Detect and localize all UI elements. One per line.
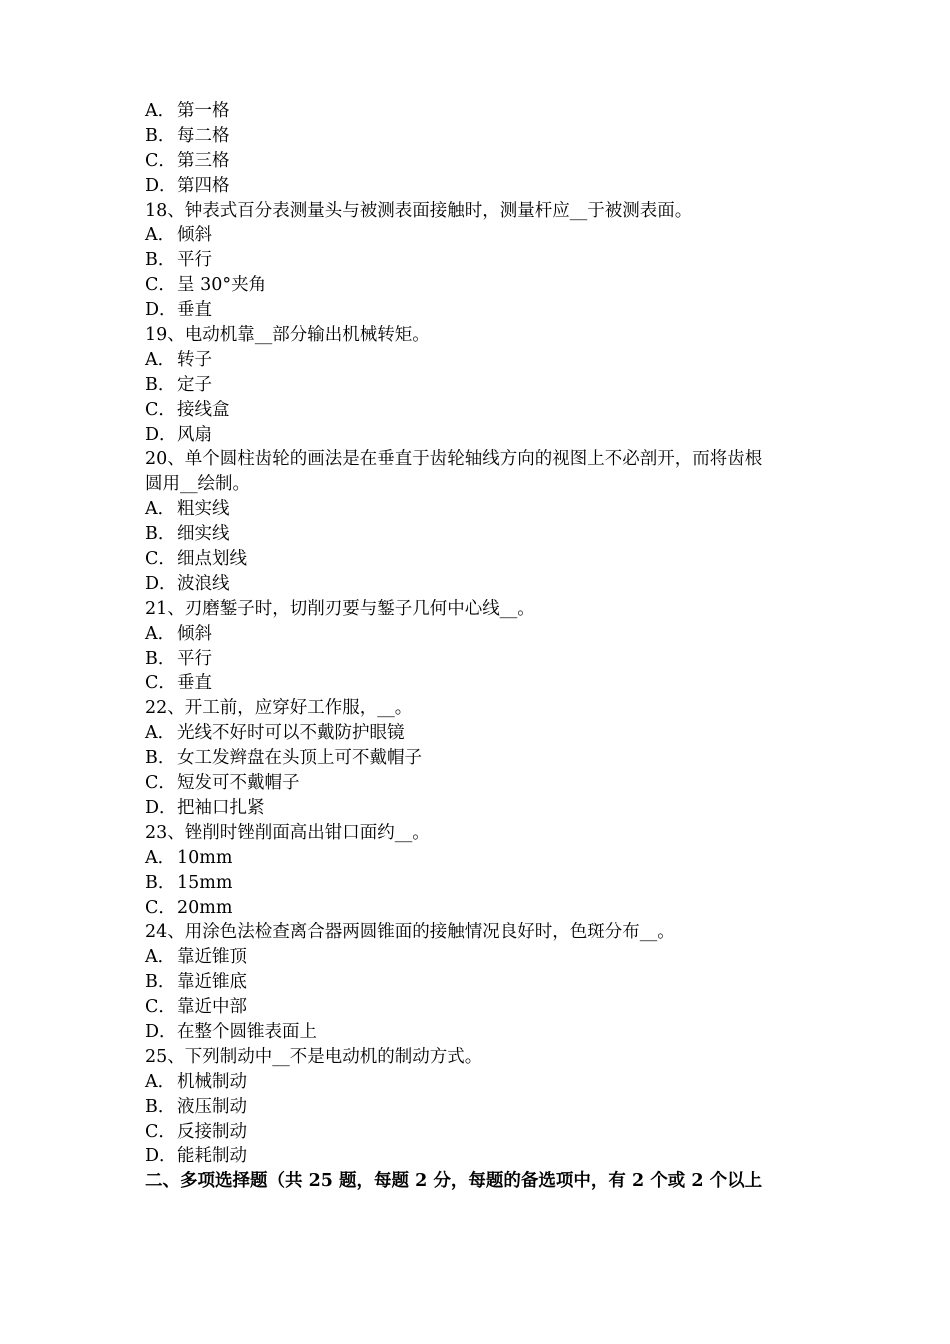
answer-option: [145, 871, 825, 896]
option-text: 在整个圆锥表面上: [177, 1021, 317, 1042]
answer-option: [145, 1070, 825, 1095]
answer-option: [145, 373, 825, 398]
option-key: A．: [145, 723, 176, 744]
option-text: 靠近中部: [177, 997, 247, 1018]
option-text: 细点划线: [177, 549, 247, 570]
option-text: 能耗制动: [177, 1146, 247, 1167]
answer-option: [145, 273, 825, 298]
option-text: 靠近锥顶: [177, 947, 247, 968]
option-key: C．: [145, 150, 176, 171]
option-key: C．: [145, 673, 176, 694]
answer-option: [145, 896, 825, 921]
answer-option: [145, 497, 825, 522]
answer-option: [145, 995, 825, 1020]
option-key: D．: [145, 1146, 177, 1167]
option-key: C．: [145, 997, 176, 1018]
option-key: A．: [145, 847, 176, 868]
option-text: 细实线: [177, 524, 230, 545]
option-text: 20mm: [177, 897, 233, 918]
answer-option: [145, 248, 825, 273]
option-key: A．: [145, 225, 176, 246]
answer-option: [145, 1095, 825, 1120]
option-text: 10mm: [177, 847, 233, 868]
option-text: 呈 30°夹角: [177, 275, 267, 296]
answer-option: [145, 522, 825, 547]
option-key: A．: [145, 947, 176, 968]
answer-option: [145, 99, 825, 124]
option-key: B．: [145, 648, 176, 669]
option-key: B．: [145, 872, 176, 893]
option-text: 第三格: [177, 150, 230, 171]
option-text: 粗实线: [177, 499, 230, 520]
question-stem: 20、单个圆柱齿轮的画法是在垂直于齿轮轴线方向的视图上不必剖开，而将齿根: [145, 449, 763, 470]
answer-option: [145, 796, 825, 821]
answer-option: [145, 547, 825, 572]
option-key: D．: [145, 797, 177, 818]
option-text: 定子: [177, 374, 212, 395]
option-text: 光线不好时可以不戴防护眼镜: [177, 723, 405, 744]
answer-option: [145, 174, 825, 199]
option-text: 液压制动: [177, 1096, 247, 1117]
question-stem: 圆用__绘制。: [145, 474, 250, 495]
option-key: C．: [145, 897, 176, 918]
option-key: B．: [145, 250, 176, 271]
question-stem: 21、刃磨錾子时，切削刃要与錾子几何中心线__。: [145, 598, 535, 619]
option-key: C．: [145, 549, 176, 570]
option-key: C．: [145, 275, 176, 296]
option-key: A．: [145, 1071, 176, 1092]
option-key: A．: [145, 623, 176, 644]
answer-option: [145, 298, 825, 323]
option-key: D．: [145, 1021, 177, 1042]
answer-option: [145, 572, 825, 597]
option-text: 机械制动: [177, 1071, 247, 1092]
option-key: B．: [145, 125, 176, 146]
option-key: D．: [145, 424, 177, 445]
answer-option: [145, 423, 825, 448]
option-text: 平行: [177, 250, 212, 271]
section-heading: 二、多项选择题（共 25 题，每题 2 分，每题的备选项中，有 2 个或 2 个以上: [145, 1171, 763, 1192]
answer-option: [145, 671, 825, 696]
option-text: 倾斜: [177, 225, 212, 246]
answer-option: [145, 124, 825, 149]
option-text: 波浪线: [177, 573, 230, 594]
question-stem: 24、用涂色法检查离合器两圆锥面的接触情况良好时，色斑分布__。: [145, 922, 675, 943]
option-text: 第一格: [177, 101, 230, 121]
question-list: [145, 99, 825, 1194]
answer-option: [145, 945, 825, 970]
option-text: 短发可不戴帽子: [177, 773, 300, 794]
question-stem: 25、下列制动中__不是电动机的制动方式。: [145, 1046, 483, 1067]
option-text: 把袖口扎紧: [177, 797, 265, 818]
option-key: A．: [145, 349, 176, 370]
option-text: 每二格: [177, 125, 230, 146]
answer-option: [145, 1144, 825, 1169]
option-key: D．: [145, 175, 177, 196]
answer-option: [145, 846, 825, 871]
option-text: 垂直: [177, 673, 212, 694]
option-key: D．: [145, 300, 177, 321]
answer-option: [145, 771, 825, 796]
option-text: 靠近锥底: [177, 972, 247, 993]
question-stem: 19、电动机靠__部分输出机械转矩。: [145, 325, 430, 346]
answer-option: [145, 398, 825, 423]
option-text: 第四格: [177, 175, 230, 196]
answer-option: [145, 223, 825, 248]
option-text: 垂直: [177, 300, 212, 321]
option-key: A．: [145, 101, 176, 121]
option-key: D．: [145, 573, 177, 594]
option-key: C．: [145, 1121, 176, 1142]
answer-option: [145, 622, 825, 647]
option-text: 转子: [177, 349, 212, 370]
option-text: 风扇: [177, 424, 212, 445]
answer-option: [145, 1020, 825, 1045]
answer-option: [145, 149, 825, 174]
answer-option: [145, 721, 825, 746]
option-text: 接线盒: [177, 399, 230, 420]
option-key: B．: [145, 972, 176, 993]
question-stem: 22、开工前，应穿好工作服，__。: [145, 698, 413, 719]
answer-option: [145, 647, 825, 672]
option-key: C．: [145, 773, 176, 794]
answer-option: [145, 970, 825, 995]
option-key: B．: [145, 1096, 176, 1117]
option-key: C．: [145, 399, 176, 420]
option-key: A．: [145, 499, 176, 520]
option-key: B．: [145, 748, 176, 769]
answer-option: [145, 348, 825, 373]
option-text: 女工发辫盘在头顶上可不戴帽子: [177, 748, 422, 769]
question-stem: 18、钟表式百分表测量头与被测表面接触时，测量杆应__于被测表面。: [145, 200, 693, 221]
answer-option: [145, 1120, 825, 1145]
option-text: 15mm: [177, 872, 233, 893]
option-text: 倾斜: [177, 623, 212, 644]
answer-option: [145, 746, 825, 771]
option-text: 平行: [177, 648, 212, 669]
question-stem: 23、锉削时锉削面高出钳口面约__。: [145, 822, 430, 843]
option-text: 反接制动: [177, 1121, 247, 1142]
option-key: B．: [145, 524, 176, 545]
option-key: B．: [145, 374, 176, 395]
